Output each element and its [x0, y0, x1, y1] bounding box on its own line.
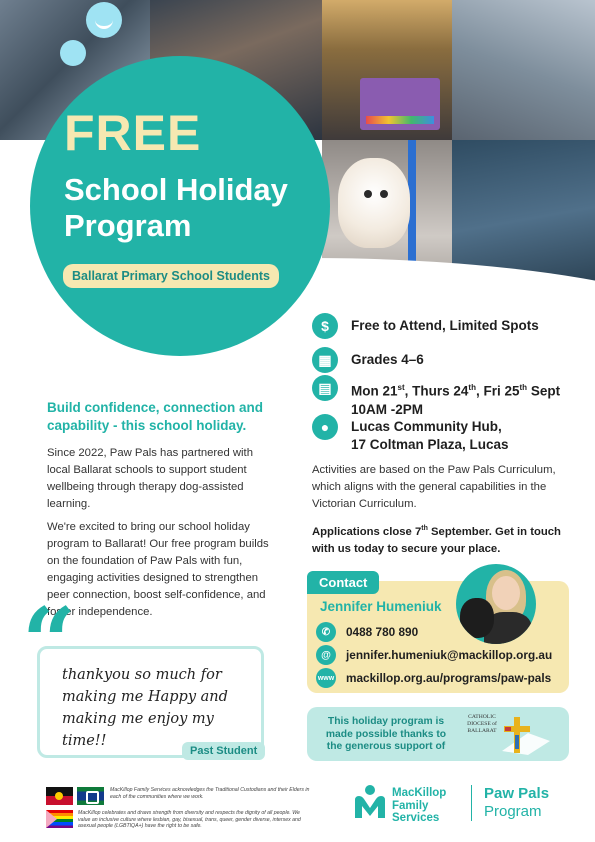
diocese-logo-text: CATHOLIC DIOCESE of BALLARAT [467, 714, 497, 734]
contact-tab: Contact [307, 571, 379, 594]
feature-text: Grades 4–6 [351, 352, 424, 367]
feature-dates [312, 379, 560, 419]
testimonial-text: thankyou so much for making me Happy and making me enjoy my time!! [62, 667, 228, 749]
phone-number[interactable]: 0488 780 890 [346, 625, 419, 639]
title-line: Program [64, 208, 192, 243]
contact-email[interactable] [316, 645, 552, 665]
feature-text [351, 418, 509, 454]
time-line: 10AM -2PM [351, 401, 424, 417]
location-line: 17 Coltman Plaza, Lucas [351, 437, 509, 452]
location-line: Lucas Community Hub, [351, 419, 502, 434]
logo-divider [471, 785, 472, 821]
location-pin-icon: ● [312, 414, 338, 440]
smiley-face-icon [60, 40, 86, 66]
mackillop-wordmark: MacKillop Family Services [392, 787, 447, 824]
progress-pride-flag-icon [46, 810, 73, 828]
contact-avatar [456, 564, 536, 644]
lead-heading: Build confidence, connection and capability - this school holiday. [47, 400, 264, 433]
applications-text: Applications close 7th September. Get in touch with us today to secure your place. [312, 525, 561, 555]
quote-mark-icon: “ [22, 588, 77, 698]
email-link[interactable]: jennifer.humeniuk@mackillop.org.au [346, 648, 553, 662]
sponsor-text: This holiday program is made possible thanks to the generous support of [325, 716, 447, 752]
acknowledgement-text: MacKillop Family Services acknowledges the Traditional Custodians and their Elders in each of the communities where we work. [110, 787, 310, 800]
mackillop-logo-icon [352, 784, 388, 820]
feature-text [351, 379, 560, 419]
body-paragraph: We're excited to bring our school holiday program to Ballarat! Our free program builds on the foundation of Paw Pals with fun, engaging activities designed to strengthen peer connection, boost self-confidence, and foster independence. [47, 521, 269, 618]
photo-child-crafting [452, 0, 595, 140]
program-label: Program [484, 803, 542, 820]
dollar-icon: $ [312, 313, 338, 339]
aboriginal-flag-icon [46, 787, 73, 805]
body-paragraph: Since 2022, Paw Pals has partnered with local Ballarat schools to support student wellbeing through therapy dog-assisted learning. [47, 447, 253, 510]
feature-text: Free to Attend, Limited Spots [351, 318, 539, 333]
school-icon: ▦ [312, 347, 338, 373]
calendar-icon: ▤ [312, 375, 338, 401]
audience-badge: Ballarat Primary School Students [63, 264, 279, 288]
torres-strait-flag-icon [77, 787, 104, 805]
feature-grades [312, 351, 424, 373]
white-dog [338, 158, 410, 248]
dates-line: Mon 21st, Thurs 24th, Fri 25th Sept [351, 383, 561, 399]
activity-mat [360, 78, 440, 130]
page-title [64, 172, 288, 244]
phone-icon: ✆ [316, 622, 336, 642]
feature-cost [312, 317, 539, 339]
free-heading: FREE [64, 105, 202, 161]
curriculum-text: Activities are based on the Paw Pals Curriculum, which aligns with the general capabilities in the Victorian Curriculum. [312, 464, 556, 510]
contact-phone[interactable] [316, 622, 418, 642]
contact-website[interactable] [316, 668, 551, 688]
inclusion-text: MacKillop celebrates and draws strength from diversity and respects the dignity of all people. We value an inclusive culture where lesbian, gay, bisexual, trans, queer, gender diverse, intersex and asexual people (LGBTIQA+) have the right to be safe. [78, 810, 301, 829]
contact-name: Jennifer Humeniuk [320, 599, 442, 614]
testimonial-author: Past Student [182, 742, 265, 760]
title-line: School Holiday [64, 172, 288, 207]
dog-photo [460, 598, 494, 638]
feature-location [312, 418, 509, 454]
email-icon: @ [316, 645, 336, 665]
smiley-face-icon [86, 2, 122, 38]
website-link[interactable]: mackillop.org.au/programs/paw-pals [346, 671, 552, 685]
web-icon: www [316, 668, 336, 688]
program-name: Paw Pals [484, 785, 550, 802]
